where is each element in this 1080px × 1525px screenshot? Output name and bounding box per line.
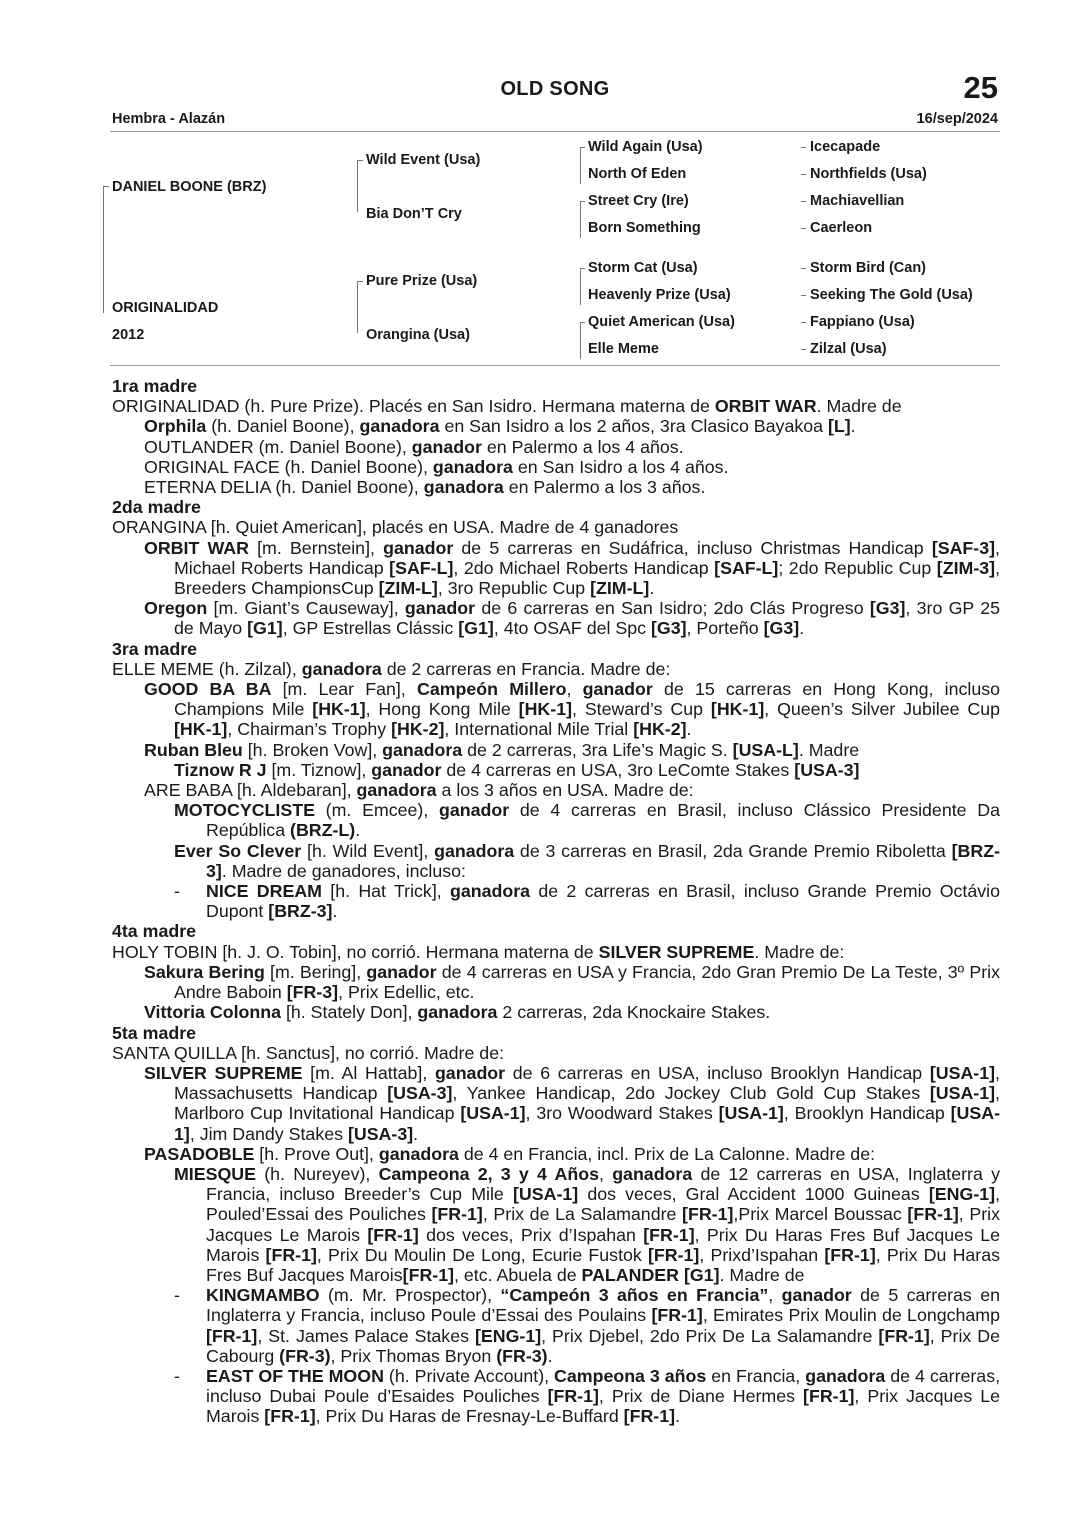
produce-entry: - KINGMAMBO (m. Mr. Prospector), “Campeón 3 años en Francia”, ganador de 5 carreras en Inglaterra y Francia, incluso Poule d’Essai des Poulains [FR-1], Emirates Prix Moulin de Longchamp [FR-1], St. James Palace Stakes [ENG-1], Prix Djebel, 2do Prix De La Salamandre [FR-1], Prix De Cabourg (FR-3), Prix Thomas Bryon (FR-3). — [174, 1285, 1001, 1366]
gen4-2: Northfields (Usa) — [810, 166, 927, 182]
gen2-dam-dam: Orangina (Usa) — [366, 327, 470, 343]
gen4-3: Machiavellian — [810, 193, 905, 209]
gen3-6: Heavenly Prize (Usa) — [588, 287, 731, 303]
top-divider — [110, 131, 1000, 132]
gen3-1: Wild Again (Usa) — [588, 139, 703, 155]
dam-entry: HOLY TOBIN [h. J. O. Tobin], no corrió. Hermana materna de SILVER SUPREME. Madre de: — [112, 941, 845, 962]
produce-entry: OUTLANDER (m. Daniel Boone), ganador en Palermo a los 4 años. — [144, 436, 684, 457]
dam: ORIGINALIDAD — [112, 300, 219, 316]
gen2-dam-sire: Pure Prize (Usa) — [366, 273, 478, 289]
produce-entry: Vittoria Colonna [h. Stately Don], ganadora 2 carreras, 2da Knockaire Stakes. — [144, 1002, 771, 1023]
section-heading: 3ra madre — [112, 638, 198, 659]
produce-entry: Oregon [m. Giant’s Causeway], ganador de 6 carreras en San Isidro; 2do Clás Progreso [G3], 3ro GP 25 de Mayo [G1], GP Estrellas Clássic [G1], 4to OSAF del Spc [G3], Porteño [G3]. — [144, 598, 1001, 639]
produce-entry: Sakura Bering [m. Bering], ganador de 4 carreras en USA y Francia, 2do Gran Premio De La Teste, 3º Prix Andre Baboin [FR-3], Prix Edellic, etc. — [144, 961, 1000, 1003]
produce-entry: Ever So Clever [h. Wild Event], ganadora de 3 carreras en Brasil, 2da Grande Premio Riboletta [BRZ-3]. Madre de ganadores, incluso: — [174, 840, 1000, 881]
produce-entry: MIESQUE (h. Nureyev), Campeona 2, 3 y 4 Años, ganadora de 12 carreras en USA, Inglaterra y Francia, incluso Breeder’s Cup Mile [USA-1] dos veces, Gral Accident 1000 Guineas [ENG-1], Pouled’Essai des Pouliches [FR-1], Prix de La Salamandre [FR-1],Prix Marcel Boussac [FR-1], Prix Jacques Le Marois [FR-1] dos veces, Prix d’Ispahan [FR-1], Prix Du Haras Fres Buf Jacques Le Marois [FR-1], Prix Du Moulin De Long, Ecurie Fustok [FR-1], Prixd’Ispahan [FR-1], Prix Du Haras Fres Buf Jacques Marois[FR-1], etc. Abuela de PALANDER [G1]. Madre de — [174, 1163, 1001, 1285]
sire: DANIEL BOONE (BRZ) — [112, 179, 267, 195]
dam-entry: SANTA QUILLA [h. Sanctus], no corrió. Madre de: — [112, 1042, 505, 1063]
date: 16/sep/2024 — [916, 111, 998, 127]
produce-entry: GOOD BA BA [m. Lear Fan], Campeón Millero, ganador de 15 carreras en Hong Kong, incluso Champions Mile [HK-1], Hong Kong Mile [HK-1], Steward’s Cup [HK-1], Queen’s Silver Jubilee Cup [HK-1], Chairman’s Trophy [HK-2], International Mile Trial [HK-2]. — [144, 679, 1000, 740]
gen1-bracket — [103, 186, 104, 313]
produce-entry: MOTOCYCLISTE (m. Emcee), ganador de 4 carreras en Brasil, incluso Clássico Presidente Da República (BRZ-L). — [174, 800, 1000, 841]
pedigree-divider — [110, 365, 1000, 366]
gen2-sire-sire: Wild Event (Usa) — [366, 152, 481, 168]
gen3-2: North Of Eden — [588, 166, 687, 182]
produce-entry: ARE BABA [h. Aldebaran], ganadora a los 3 años en USA. Madre de: — [144, 780, 694, 801]
birth-year: 2012 — [112, 327, 145, 343]
section-heading: 4ta madre — [112, 921, 197, 942]
dam-entry: ORANGINA [h. Quiet American], placés en USA. Madre de 4 ganadores — [112, 517, 679, 538]
produce-entry: Orphila (h. Daniel Boone), ganadora en San Isidro a los 2 años, 3ra Clasico Bayakoa [L]. — [144, 416, 856, 437]
gen4-5: Storm Bird (Can) — [810, 260, 926, 276]
gen3-8: Elle Meme — [588, 341, 659, 357]
produce-entry: Tiznow R J [m. Tiznow], ganador de 4 carreras en USA, 3ro LeComte Stakes [USA-3] — [174, 759, 860, 780]
catalogue-body — [112, 376, 1000, 1427]
produce-entry: - NICE DREAM [h. Hat Trick], ganadora de 2 carreras en Brasil, incluso Grande Premio Octávio Dupont [BRZ-3]. — [174, 881, 1000, 922]
gen4-6: Seeking The Gold (Usa) — [810, 287, 973, 303]
gen4-7: Fappiano (Usa) — [810, 314, 915, 330]
gen2-sire-dam: Bia Don’T Cry — [366, 206, 462, 222]
dam-entry: ORIGINALIDAD (h. Pure Prize). Placés en San Isidro. Hermana materna de ORBIT WAR. Madre de — [112, 396, 902, 417]
produce-entry: ETERNA DELIA (h. Daniel Boone), ganadora en Palermo a los 3 años. — [144, 477, 706, 498]
dam-entry: ELLE MEME (h. Zilzal), ganadora de 2 carreras en Francia. Madre de: — [112, 658, 671, 679]
gen3-4: Born Something — [588, 220, 701, 236]
page-title: OLD SONG — [500, 78, 610, 100]
section-heading: 2da madre — [112, 497, 201, 518]
gen4-4: Caerleon — [810, 220, 873, 236]
gen4-1: Icecapade — [810, 139, 881, 155]
sex-color: Hembra - Alazán — [112, 111, 226, 127]
lot-number: 25 — [963, 70, 998, 105]
gen3-3: Street Cry (Ire) — [588, 193, 689, 209]
section-heading: 1ra madre — [112, 376, 198, 396]
produce-entry: Ruban Bleu [h. Broken Vow], ganadora de 2 carreras, 3ra Life’s Magic S. [USA-L]. Madre — [144, 739, 860, 760]
gen4-8: Zilzal (Usa) — [810, 341, 887, 357]
gen3-7: Quiet American (Usa) — [588, 314, 735, 330]
gen3-5: Storm Cat (Usa) — [588, 260, 698, 276]
produce-entry: ORIGINAL FACE (h. Daniel Boone), ganadora en San Isidro a los 4 años. — [144, 456, 729, 477]
produce-entry: ORBIT WAR [m. Bernstein], ganador de 5 carreras en Sudáfrica, incluso Christmas Handicap [SAF-3], Michael Roberts Handicap [SAF-L], 2do Michael Roberts Handicap [SAF-L]; 2do Republic Cup [ZIM-3], Breeders ChampionsCup [ZIM-L], 3ro Republic Cup [ZIM-L]. — [144, 537, 1001, 599]
section-heading: 5ta madre — [112, 1022, 197, 1043]
produce-entry: SILVER SUPREME [m. Al Hattab], ganador de 6 carreras en USA, incluso Brooklyn Handicap [USA-1], Massachusetts Handicap [USA-3], Yankee Handicap, 2do Jockey Club Gold Cup Stakes [USA-1], Marlboro Cup Invitational Handicap [USA-1], 3ro Woodward Stakes [USA-1], Brooklyn Handicap [USA-1], Jim Dandy Stakes [USA-3]. — [144, 1062, 1000, 1144]
produce-entry: - EAST OF THE MOON (h. Private Account), Campeona 3 años en Francia, ganadora de 4 carreras, incluso Dubai Poule d’Esaides Pouliches [FR-1], Prix de Diane Hermes [FR-1], Prix Jacques Le Marois [FR-1], Prix Du Haras de Fresnay-Le-Buffard [FR-1]. — [174, 1365, 1001, 1427]
produce-entry: PASADOBLE [h. Prove Out], ganadora de 4 en Francia, incl. Prix de La Calonne. Madre de: — [144, 1143, 876, 1164]
